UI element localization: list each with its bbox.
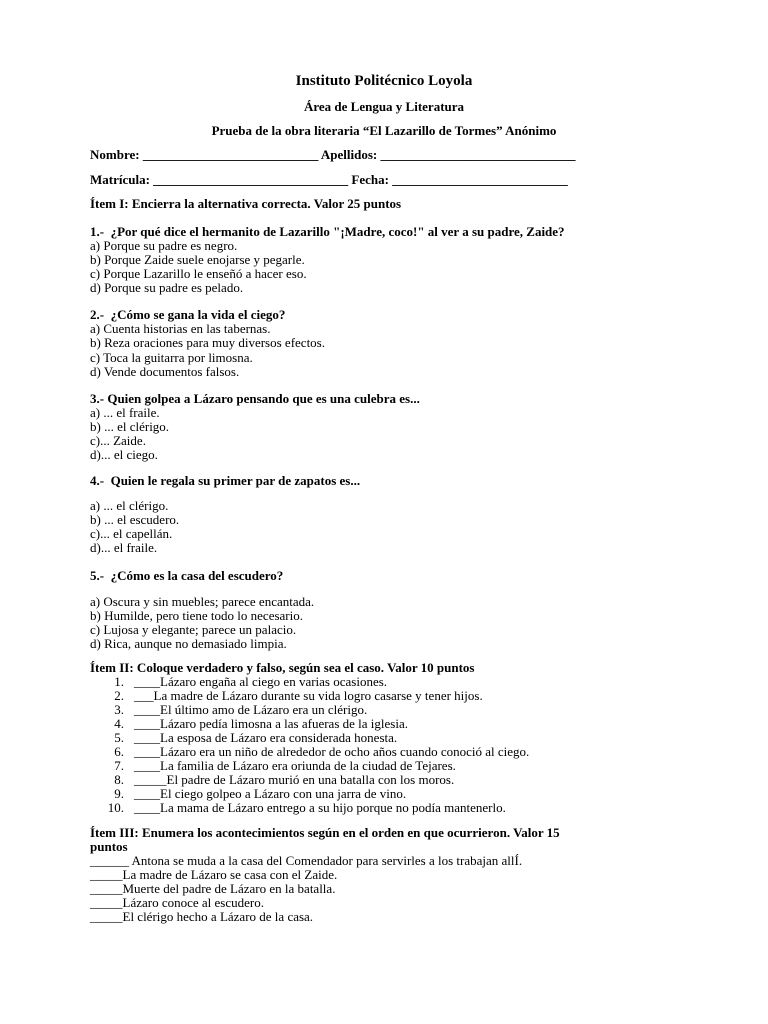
- statement-number: 10.: [107, 800, 124, 815]
- question-3-option-c: c)... Zaide.: [90, 433, 146, 448]
- event-line: _____Muerte del padre de Lázaro en la batalla.: [90, 881, 336, 896]
- statement-number: 1.: [114, 674, 124, 689]
- question-3-option-a: a) ... el fraile.: [90, 405, 160, 420]
- statement-text: ____Lázaro pedía limosna a las afueras de la iglesia.: [134, 716, 408, 731]
- enrollment-date-field-line: Matrícula: ______________________________ Fecha: ___________________________: [90, 172, 568, 187]
- statement-number: 9.: [114, 786, 124, 801]
- item3-heading-continued: puntos: [90, 839, 128, 854]
- question-4-option-d: d)... el fraile.: [90, 540, 158, 555]
- question-2-option-c: c) Toca la guitarra por limosna.: [90, 350, 253, 365]
- question-2: 2.- ¿Cómo se gana la vida el ciego?: [90, 307, 286, 322]
- area-subtitle: Área de Lengua y Literatura: [303, 99, 465, 114]
- question-4-option-b: b) ... el escudero.: [90, 512, 180, 527]
- statement-number: 4.: [114, 716, 124, 731]
- statement-number: 3.: [114, 702, 124, 717]
- question-1-option-a: a) Porque su padre es negro.: [90, 238, 238, 253]
- question-2-option-a: a) Cuenta historias en las tabernas.: [90, 321, 271, 336]
- question-1: 1.- ¿Por qué dice el hermanito de Lazarillo "¡Madre, coco!" al ver a su padre, Zaide?: [90, 224, 565, 239]
- question-1-option-c: c) Porque Lazarillo le enseñó a hacer eso.: [90, 266, 307, 281]
- event-line: _____La madre de Lázaro se casa con el Zaide.: [90, 867, 338, 882]
- statement-number: 2.: [114, 688, 124, 703]
- statement-text: ____La familia de Lázaro era oriunda de la ciudad de Tejares.: [134, 758, 456, 773]
- statement-text: ____Lázaro era un niño de alrededor de ocho años cuando conoció al ciego.: [134, 744, 530, 759]
- question-3-option-b: b) ... el clérigo.: [90, 419, 170, 434]
- institute-title: Instituto Politécnico Loyola: [295, 73, 473, 89]
- statement-number: 8.: [114, 772, 124, 787]
- question-5-option-a: a) Oscura y sin muebles; parece encantada.: [90, 594, 315, 609]
- question-1-option-d: d) Porque su padre es pelado.: [90, 280, 244, 295]
- statement-text: ____El ciego golpeo a Lázaro con una jarra de vino.: [134, 786, 407, 801]
- event-line: _____Lázaro conoce al escudero.: [90, 895, 264, 910]
- statement-text: ____La mama de Lázaro entrego a su hijo porque no podía mantenerlo.: [134, 800, 506, 815]
- question-4-option-c: c)... el capellán.: [90, 526, 173, 541]
- item3-heading: Ítem III: Enumera los acontecimientos según en el orden en que ocurrieron. Valor 15: [90, 825, 560, 840]
- event-line: ______ Antona se muda a la casa del Comendador para servirles a los trabajan allÍ.: [90, 853, 523, 868]
- question-5-option-c: c) Lujosa y elegante; parece un palacio.: [90, 622, 297, 637]
- question-4-option-a: a) ... el clérigo.: [90, 498, 169, 513]
- event-line: _____El clérigo hecho a Lázaro de la casa.: [90, 909, 314, 924]
- question-1-option-b: b) Porque Zaide suele enojarse y pegarle.: [90, 252, 305, 267]
- question-3: 3.- Quien golpea a Lázaro pensando que es una culebra es...: [90, 391, 420, 406]
- statement-text: ____La esposa de Lázaro era considerada honesta.: [134, 730, 398, 745]
- question-5-option-b: b) Humilde, pero tiene todo lo necesario.: [90, 608, 303, 623]
- statement-number: 6.: [114, 744, 124, 759]
- statement-text: ____El último amo de Lázaro era un clérigo.: [134, 702, 368, 717]
- question-2-option-b: b) Reza oraciones para muy diversos efectos.: [90, 335, 325, 350]
- statement-number: 7.: [114, 758, 124, 773]
- question-3-option-d: d)... el ciego.: [90, 447, 158, 462]
- item2-heading: Ítem II: Coloque verdadero y falso, según sea el caso. Valor 10 puntos: [90, 660, 475, 675]
- statement-text: ____Lázaro engaña al ciego en varias ocasiones.: [134, 674, 388, 689]
- question-5: 5.- ¿Cómo es la casa del escudero?: [90, 568, 284, 583]
- test-subtitle: Prueba de la obra literaria “El Lazarillo de Tormes” Anónimo: [211, 123, 557, 138]
- name-surname-field-line: Nombre: ___________________________ Apellidos: ______________________________: [90, 147, 576, 162]
- statement-text: ___La madre de Lázaro durante su vida logro casarse y tener hijos.: [134, 688, 483, 703]
- question-5-option-d: d) Rica, aunque no demasiado limpia.: [90, 636, 287, 651]
- statement-number: 5.: [114, 730, 124, 745]
- item1-heading: Ítem I: Encierra la alternativa correcta. Valor 25 puntos: [90, 196, 402, 211]
- question-2-option-d: d) Vende documentos falsos.: [90, 364, 240, 379]
- statement-text: _____El padre de Lázaro murió en una batalla con los moros.: [134, 772, 455, 787]
- question-4: 4.- Quien le regala su primer par de zapatos es...: [90, 473, 361, 488]
